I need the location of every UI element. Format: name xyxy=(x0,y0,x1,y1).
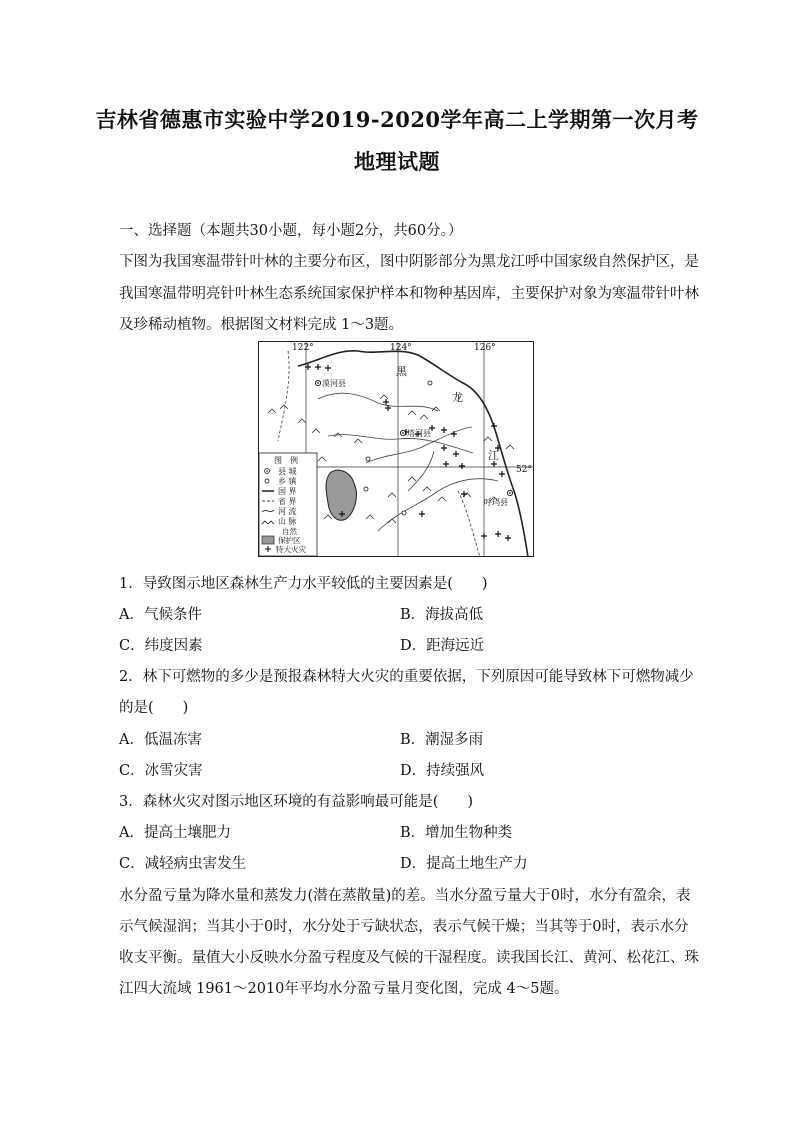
place-label: 塔河县 xyxy=(407,429,431,438)
lat-label: 52° xyxy=(516,465,532,475)
place-label: 漠河县 xyxy=(322,379,346,388)
option-d[interactable]: D．持续强风 xyxy=(400,763,485,779)
legend-item: 自然 xyxy=(282,527,297,536)
option-d[interactable]: D．距海远近 xyxy=(400,638,485,654)
legend-item: 县 城 xyxy=(278,467,297,476)
option-c[interactable]: C．纬度因素 xyxy=(119,638,203,654)
legend-title: 图 例 xyxy=(274,456,298,465)
option-d[interactable]: D．提高土地生产力 xyxy=(400,856,528,872)
legend-item: 特大火灾 xyxy=(276,545,306,554)
question-stem: 3．森林火灾对图示地区环境的有益影响最可能是( ) xyxy=(119,794,474,810)
lon-label: 126° xyxy=(474,343,496,353)
document-title-line1: 吉林省德惠市实验中学2019-2020学年高二上学期第一次月考 xyxy=(95,107,699,132)
intro2-line: 水分盈亏量为降水量和蒸发力(潜在蒸散量)的差。当水分盈亏量大于0时，水分有盈余，表 xyxy=(119,888,691,904)
option-c[interactable]: C．减轻病虫害发生 xyxy=(119,856,247,872)
lon-label: 122° xyxy=(292,343,314,353)
legend-item: 乡 镇 xyxy=(278,477,297,486)
legend-item: 山 脉 xyxy=(278,517,297,526)
option-b[interactable]: B．潮湿多雨 xyxy=(400,732,484,748)
intro1-line: 下图为我国寒温带针叶林的主要分布区，图中阴影部分为黑龙江呼中国家级自然保护区，是 xyxy=(119,254,699,270)
option-b[interactable]: B．增加生物种类 xyxy=(400,825,513,841)
river-label: 黑 xyxy=(396,365,407,378)
document-title-line2: 地理试题 xyxy=(354,149,440,174)
legend-item: 保护区 xyxy=(278,536,301,545)
section-heading: 一、选择题（本题共30小题，每小题2分，共60分。） xyxy=(119,223,463,239)
intro1-line: 我国寒温带明亮针叶林生态系统国家保护样本和物种基因库，主要保护对象为寒温带针叶林 xyxy=(119,286,699,302)
legend-item: 省 界 xyxy=(278,497,297,506)
question-stem: 的是( ) xyxy=(119,700,189,716)
legend-item: 河 流 xyxy=(278,507,297,516)
question-stem: 1．导致图示地区森林生产力水平较低的主要因素是( ) xyxy=(119,576,488,592)
river-label: 龙 xyxy=(452,391,463,404)
option-a[interactable]: A．气候条件 xyxy=(119,607,202,623)
place-label: 呼玛县 xyxy=(484,498,508,507)
option-b[interactable]: B．海拔高低 xyxy=(400,607,484,623)
river-label: 江 xyxy=(488,449,499,462)
option-a[interactable]: A．提高土壤肥力 xyxy=(119,825,231,841)
lon-label: 124° xyxy=(390,343,412,353)
intro2-line: 收支平衡。量值大小反映水分盈亏程度及气候的干湿程度。读我国长江、黄河、松花江、珠 xyxy=(119,950,699,966)
intro2-line: 示气候湿润；当其小于0时，水分处于亏缺状态，表示气候干燥；当其等于0时，表示水分 xyxy=(119,919,689,935)
map-legend xyxy=(259,453,317,556)
intro1-line: 及珍稀动植物。根据图文材料完成 1～3题。 xyxy=(119,317,404,333)
option-a[interactable]: A．低温冻害 xyxy=(119,732,202,748)
intro2-line: 江四大流域 1961～2010年平均水分盈亏量月变化图，完成 4～5题。 xyxy=(119,981,569,997)
question-stem: 2．林下可燃物的多少是预报森林特大火灾的重要依据，下列原因可能导致林下可燃物减少 xyxy=(119,669,694,685)
legend-item: 国 界 xyxy=(278,487,297,496)
forest-distribution-map xyxy=(258,341,534,557)
option-c[interactable]: C．冰雪灾害 xyxy=(119,763,203,779)
